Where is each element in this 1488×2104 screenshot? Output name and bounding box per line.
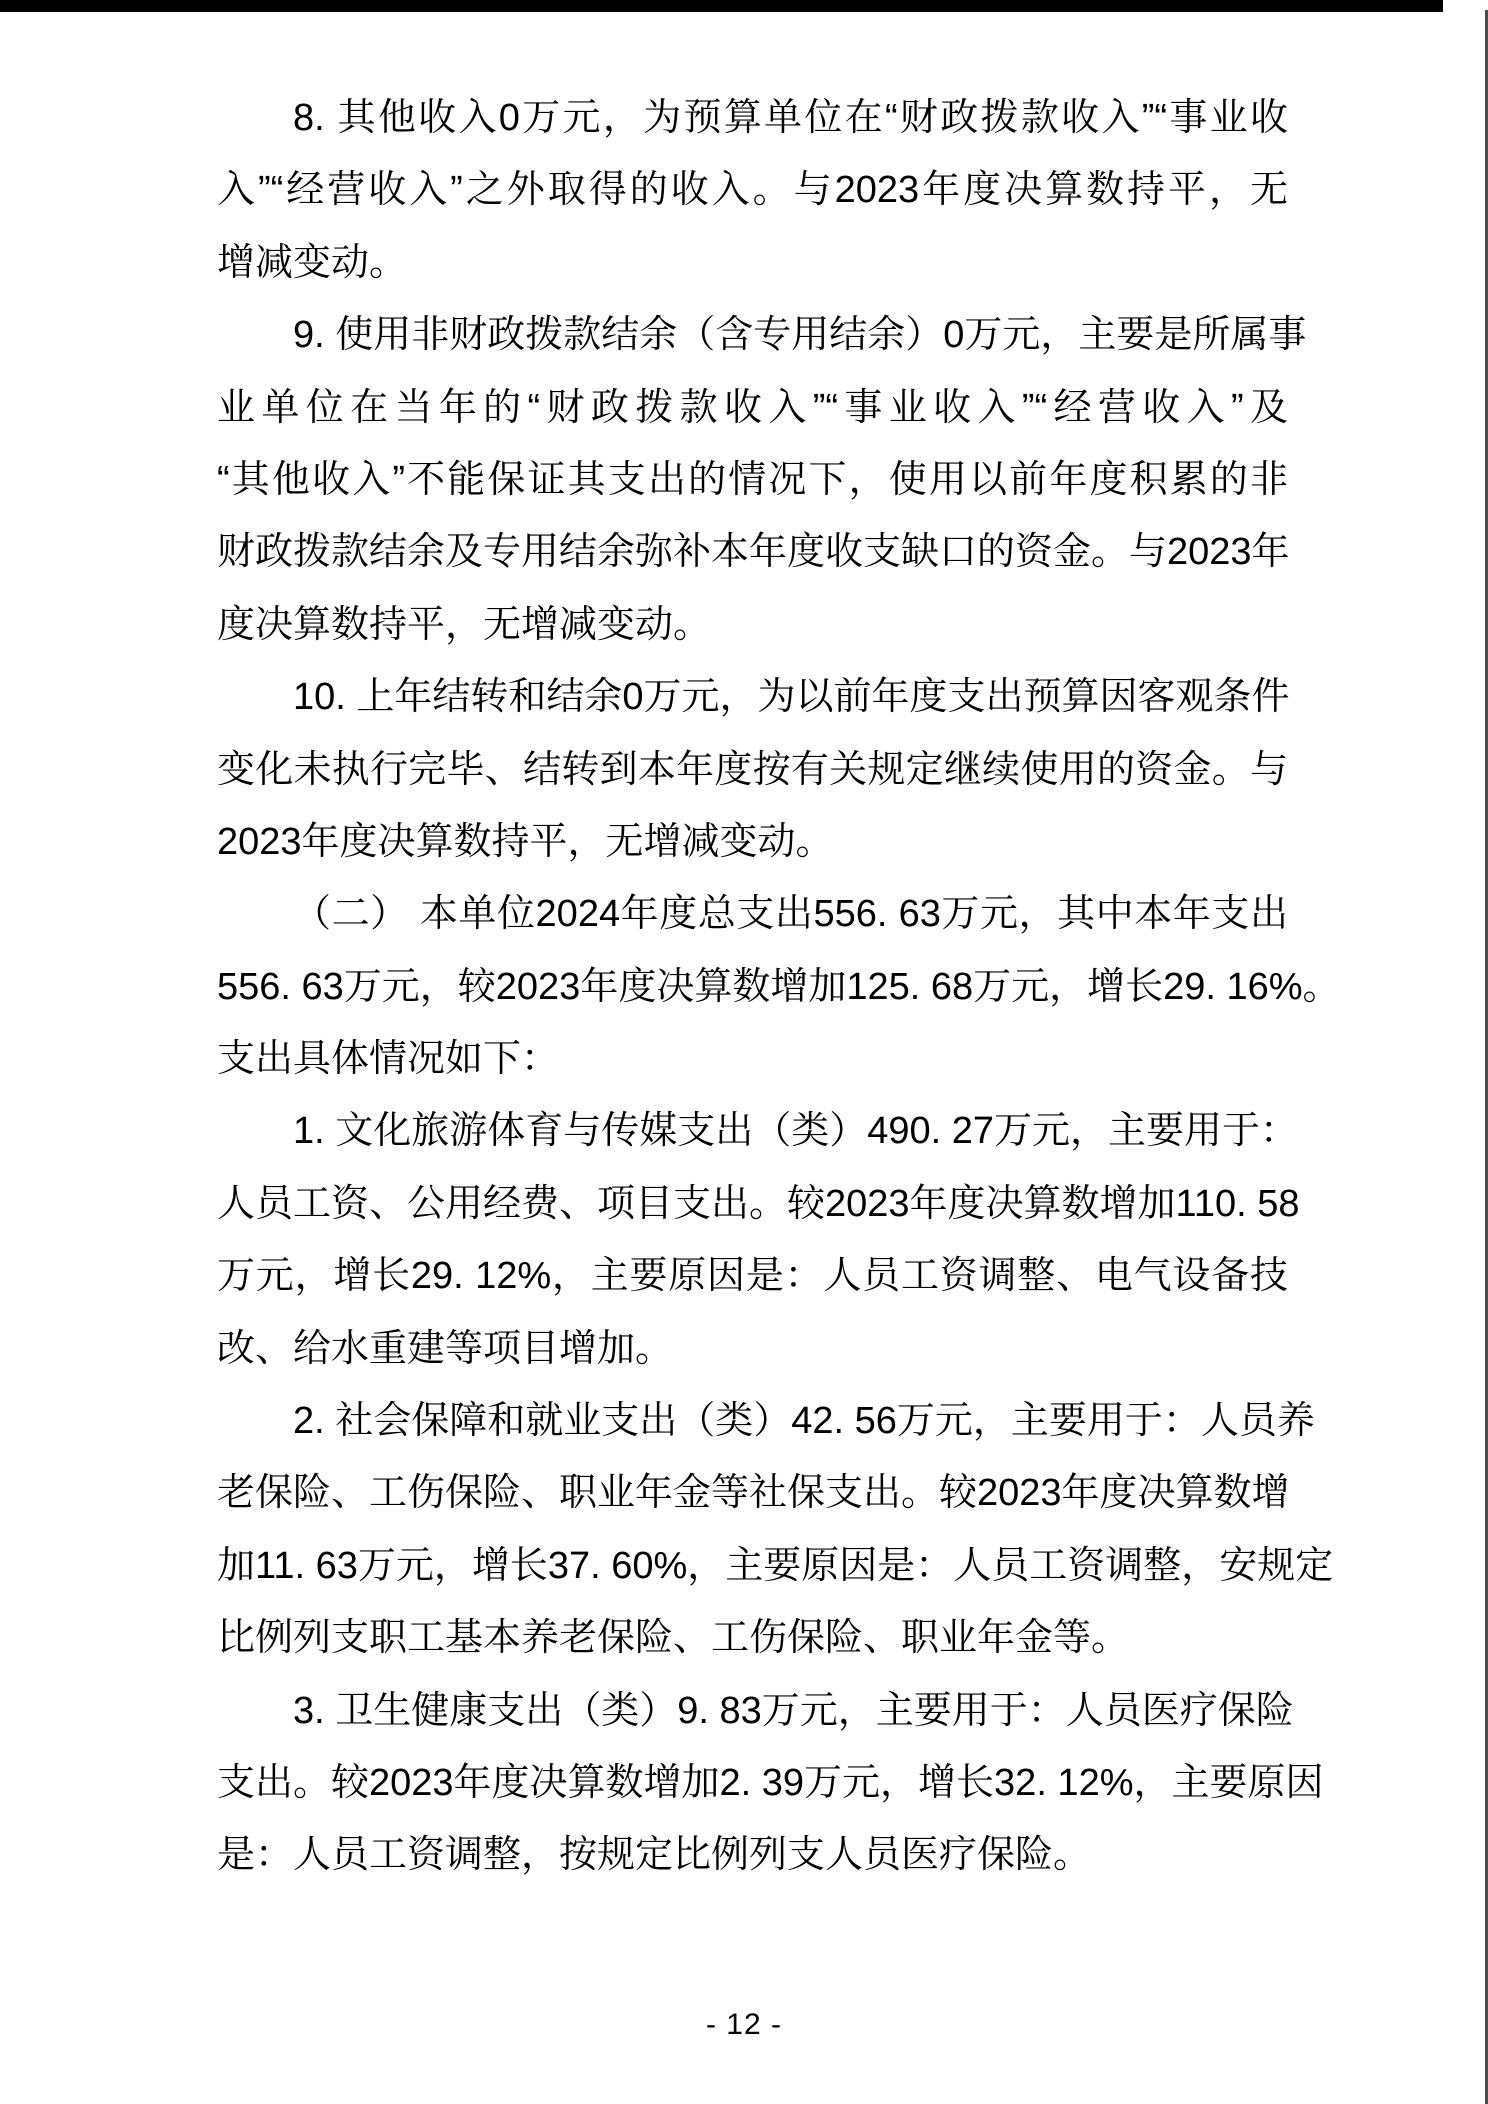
text-line: 10. 上年结转和结余0万元，为以前年度支出预算因客观条件 bbox=[293, 676, 1290, 719]
page-number: - 12 - bbox=[705, 2008, 783, 2041]
text-line: 改、给水重建等项目增加。 bbox=[217, 1327, 674, 1370]
text-line: 业单位在当年的“财政拨款收入”“事业收入”“经营收入”及 bbox=[217, 386, 1288, 429]
text-line: 3. 卫生健康支出（类）9. 83万元，主要用于：人员医疗保险 bbox=[293, 1689, 1294, 1732]
paragraph bbox=[217, 82, 1288, 299]
paragraph bbox=[217, 1095, 1300, 1385]
text-line: 556. 63万元，较2023年度决算数增加125. 68万元，增长29. 16%。 bbox=[217, 965, 1341, 1008]
text-line: 加11. 63万元，增长37. 60%，主要原因是：人员工资调整，安规定 bbox=[217, 1544, 1334, 1587]
text-line: 人员工资、公用经费、项目支出。较2023年度决算数增加110. 58 bbox=[217, 1182, 1300, 1225]
text-line: 支出。较2023年度决算数增加2. 39万元，增长32. 12%，主要原因 bbox=[217, 1761, 1324, 1804]
text-line: 万元，增长29. 12%，主要原因是：人员工资调整、电气设备技 bbox=[217, 1255, 1288, 1298]
text-line: “其他收入”不能保证其支出的情况下，使用以前年度积累的非 bbox=[217, 458, 1288, 501]
paragraph bbox=[217, 299, 1307, 661]
text-line: 8. 其他收入0万元，为预算单位在“财政拨款收入”“事业收 bbox=[293, 97, 1288, 139]
text-line: 比例列支职工基本养老保险、工伤保险、职业年金等。 bbox=[217, 1617, 1130, 1660]
paragraph bbox=[217, 878, 1341, 1095]
text-line: 2023年度决算数持平，无增减变动。 bbox=[217, 820, 834, 863]
text-line: 1. 文化旅游体育与传媒支出（类）490. 27万元，主要用于： bbox=[293, 1110, 1299, 1153]
paragraph bbox=[217, 661, 1288, 878]
text-line: 老保险、工伤保险、职业年金等社保支出。较2023年度决算数增 bbox=[217, 1472, 1290, 1515]
paragraph bbox=[217, 1675, 1324, 1892]
text-line: 度决算数持平，无增减变动。 bbox=[217, 603, 712, 646]
text-line: 财政拨款结余及专用结余弥补本年度收支缺口的资金。与2023年 bbox=[217, 531, 1290, 574]
text-line: 增减变动。 bbox=[217, 241, 408, 284]
paragraph bbox=[217, 1385, 1334, 1675]
text-line: 是：人员工资调整，按规定比例列支人员医疗保险。 bbox=[217, 1834, 1092, 1877]
text-line: 变化未执行完毕、结转到本年度按有关规定继续使用的资金。与 bbox=[217, 748, 1288, 791]
document-body bbox=[217, 82, 1341, 1892]
text-line: 入”“经营收入”之外取得的收入。与2023年度决算数持平，无 bbox=[217, 169, 1288, 212]
text-line: 支出具体情况如下： bbox=[217, 1038, 560, 1081]
top-edge-scan-bar bbox=[0, 0, 1443, 12]
text-line: 9. 使用非财政拨款结余（含专用结余）0万元，主要是所属事 bbox=[293, 314, 1307, 357]
text-line: 2. 社会保障和就业支出（类）42. 56万元，主要用于：人员养 bbox=[293, 1400, 1315, 1443]
text-line: （二） 本单位2024年度总支出556. 63万元，其中本年支出 bbox=[293, 893, 1288, 936]
